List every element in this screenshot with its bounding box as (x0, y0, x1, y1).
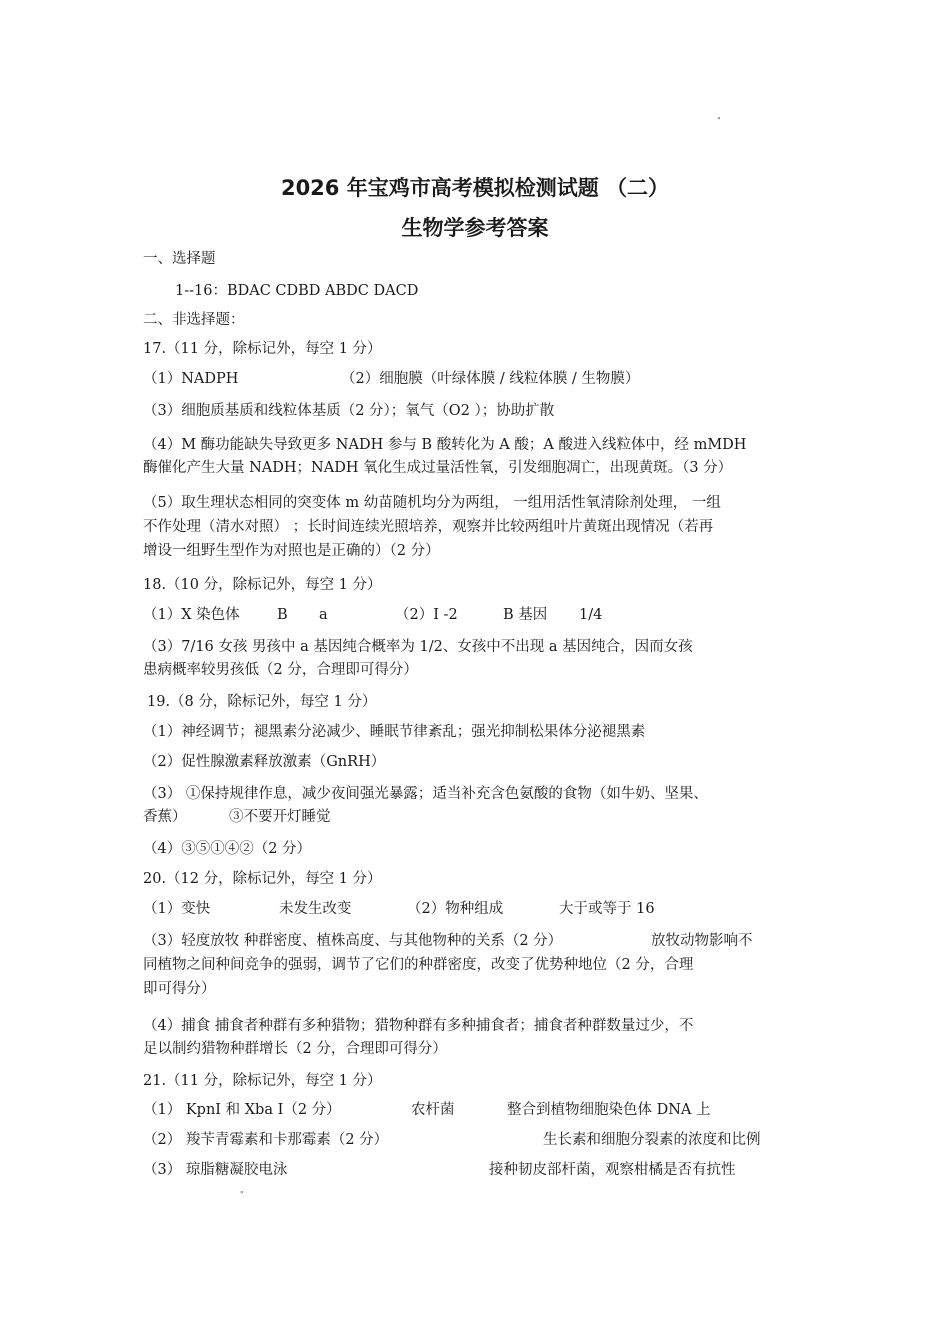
q20-header: 20.（12 分，除标记外，每空 1 分） (143, 871, 382, 887)
q17-answer-5-line1: （5）取生理状态相同的突变体 m 幼苗随机均分为两组， 一组用活性氧清除剂处理， 一组 (143, 495, 721, 511)
q18-answer-2a: （2）Ⅰ -2 (395, 607, 458, 623)
q17-answer-3: （3）细胞质基质和线粒体基质（2 分）；氧气（O2 ）；协助扩散 (143, 403, 555, 419)
q18-answer-1b: B (277, 607, 288, 623)
q20-answer-2a: （2）物种组成 (407, 901, 504, 917)
q18-answer-3-line1: （3）7/16 女孩 男孩中 a 基因纯合概率为 1/2、女孩中不出现 a 基因纯合，因而女孩 (143, 639, 693, 655)
q19-header: 19.（8 分，除标记外，每空 1 分） (147, 694, 377, 710)
q18-header: 18.（10 分，除标记外，每空 1 分） (143, 577, 382, 593)
q20-answer-4-line1: （4）捕食 捕食者种群有多种猎物；猎物种群有多种捕食者；捕食者种群数量过少，不 (143, 1018, 694, 1034)
q18-answer-2c: 1/4 (579, 607, 603, 623)
q17-answer-4-line2: 酶催化产生大量 NADH；NADH 氧化生成过量活性氧，引发细胞凋亡，出现黄斑。（3 分） (143, 460, 733, 476)
q19-answer-3-line2a: 香蕉） (143, 809, 187, 825)
q20-answer-2b: 大于或等于 16 (559, 901, 655, 917)
q20-answer-1b: 未发生改变 (279, 901, 352, 917)
q21-answer-3b: 接种韧皮部杆菌，观察柑橘是否有抗性 (489, 1162, 736, 1178)
q21-answer-2b: 生长素和细胞分裂素的浓度和比例 (543, 1132, 761, 1148)
q20-answer-3-line1b: 放牧动物影响不 (651, 933, 753, 949)
q17-answer-5-line2: 不作处理（清水对照） ；长时间连续光照培养，观察并比较两组叶片黄斑出现情况（若再 (143, 519, 714, 535)
q20-answer-1a: （1）变快 (143, 901, 211, 917)
q21-header: 21.（11 分，除标记外，每空 1 分） (143, 1073, 382, 1089)
choice-answers: 1--16：BDAC CDBD ABDC DACD (175, 283, 419, 299)
q18-answer-2b: B 基因 (503, 607, 548, 623)
q18-answer-1a: （1）X 染色体 (143, 607, 240, 623)
q19-answer-3-line2b: ③不要开灯睡觉 (229, 809, 331, 825)
q17-answer-5-line3: 增设一组野生型作为对照也是正确的）（2 分） (143, 543, 440, 559)
page-title: 2026 年宝鸡市高考模拟检测试题 （二） (280, 176, 670, 200)
page-subtitle: 生物学参考答案 (401, 216, 549, 240)
section-heading-choice: 一、选择题 (143, 251, 216, 267)
section-heading-nonchoice: 二、非选择题： (143, 312, 245, 328)
q20-answer-3-line2: 同植物之间种间竞争的强弱，调节了它们的种群密度，改变了优势种地位（2 分，合理 (143, 957, 694, 973)
q17-answer-2: （2）细胞膜（叶绿体膜 / 线粒体膜 / 生物膜） (341, 371, 640, 387)
q21-answer-3a: （3） 琼脂糖凝胶电泳 (143, 1162, 288, 1178)
q18-answer-1c: a (319, 607, 328, 623)
q20-answer-4-line2: 足以制约猎物种群增长（2 分，合理即可得分） (143, 1041, 447, 1057)
q19-answer-3-line1: （3） ①保持规律作息，减少夜间强光暴露；适当补充含色氨酸的食物（如牛奶、坚果、 (143, 786, 708, 802)
q17-header: 17.（11 分，除标记外，每空 1 分） (143, 341, 382, 357)
q19-answer-2: （2）促性腺激素释放激素（GnRH） (143, 754, 386, 770)
q20-answer-3-line3: 即可得分） (143, 981, 216, 997)
q21-answer-1c: 整合到植物细胞染色体 DNA 上 (507, 1102, 711, 1118)
q17-answer-1: （1）NADPH (143, 371, 239, 387)
q17-answer-4-line1: （4）M 酶功能缺失导致更多 NADH 参与 B 酸转化为 A 酸；A 酸进入线粒体中，经 mMDH (143, 437, 747, 453)
q21-answer-1a: （1） KpnⅠ 和 Xba Ⅰ（2 分） (143, 1102, 341, 1118)
page-mark-bottom: " (240, 1190, 244, 1199)
q20-answer-3-line1a: （3）轻度放牧 种群密度、植株高度、与其他物种的关系（2 分） (143, 933, 563, 949)
q18-answer-3-line2: 患病概率较男孩低（2 分，合理即可得分） (143, 662, 418, 678)
q21-answer-1b: 农杆菌 (411, 1102, 455, 1118)
q19-answer-1: （1）神经调节；褪黑素分泌减少、睡眠节律紊乱；强光抑制松果体分泌褪黑素 (143, 724, 646, 740)
q21-answer-2a: （2） 羧苄青霉素和卡那霉素（2 分） (143, 1132, 389, 1148)
q19-answer-4: （4）③⑤①④②（2 分） (143, 841, 312, 857)
page-mark-top: " (717, 116, 721, 125)
